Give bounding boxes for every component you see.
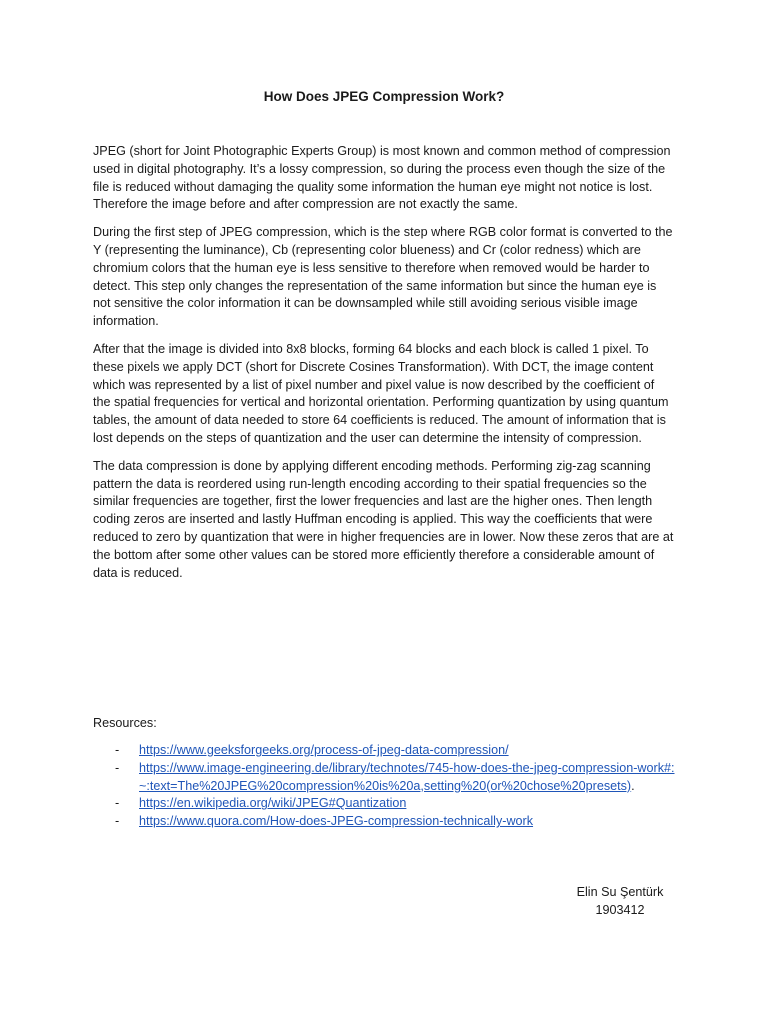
list-bullet: - <box>115 760 120 775</box>
list-bullet: - <box>115 814 120 829</box>
list-bullet: - <box>115 743 120 757</box>
resources-heading: Resources: <box>93 716 157 730</box>
list-item <box>93 795 683 813</box>
resource-link-geeksforgeeks[interactable]: https://www.geeksforgeeks.org/process-of-jpeg-data-compression/ <box>139 743 509 757</box>
list-item <box>93 760 683 796</box>
student-id: 1903412 <box>595 903 645 917</box>
author-name: Elin Su Şentürk <box>576 885 664 899</box>
resource-link-wikipedia[interactable]: https://en.wikipedia.org/wiki/JPEG#Quantization <box>139 796 407 811</box>
list-item <box>93 742 683 760</box>
resource-link-image-engineering[interactable]: https://www.image-engineering.de/library/technotes/745-how-does-the-jpeg-compression-work#:~:text=The%20JPEG%20compression%20is%20a,setting%20(or%20chose%20presets) <box>139 760 675 793</box>
paragraph-encoding: The data compression is done by applying different encoding methods. Performing zig-zag scanning pattern the data is reordered using run-length encoding according to their spatial frequencies so the similar frequencies are together, first the lower frequencies and last are the higher ones. Then length coding zeros are inserted and lastly Huffman encoding is applied. This way the coefficients that were reduced to zero by quantization that were in higher frequencies are in lower. Now these zeros that are at the bottom after some other values can be stored more efficiently therefore a considerable amount of data is reduced. <box>93 458 674 580</box>
paragraph-color-conversion: During the first step of JPEG compression, which is the step where RGB color format is converted to the Y (representing the luminance), Cb (representing color blueness) and Cr (color redness) which are chromium colors that the human eye is less sensitive to therefore when removed would be harder to detect. This step only changes the representation of the same information but since the human eye is not sensitive the color information it can be downsampled while still avoiding serious visible image information. <box>93 225 673 329</box>
link-trailing-period: . <box>631 778 635 793</box>
resources-list <box>93 742 683 831</box>
document-body <box>93 143 675 592</box>
author-block <box>560 883 680 919</box>
resource-link-quora[interactable]: https://www.quora.com/How-does-JPEG-compression-technically-work <box>139 814 534 829</box>
paragraph-intro: JPEG (short for Joint Photographic Experts Group) is most known and common method of compression used in digital photography. It’s a lossy compression, so during the process even though the size of the file is reduced without damaging the quality some information the human eye might not notice is lost. Therefore the image before and after compression are not exactly the same. <box>93 144 671 212</box>
list-bullet: - <box>115 796 120 811</box>
paragraph-dct: After that the image is divided into 8x8 blocks, forming 64 blocks and each block is called 1 pixel. To these pixels we apply DCT (short for Discrete Cosines Transformation). With DCT, the image content which was represented by a list of pixel number and pixel value is now described by the coefficient of the spatial frequencies for vertical and horizontal orientation. Performing quantization by using quantum tables, the amount of data needed to store 64 coefficients is reduced. The amount of information that is lost depends on the steps of quantization and the user can determine the intensity of compression. <box>93 341 669 445</box>
document-title: How Does JPEG Compression Work? <box>263 89 505 104</box>
list-item <box>93 813 683 831</box>
